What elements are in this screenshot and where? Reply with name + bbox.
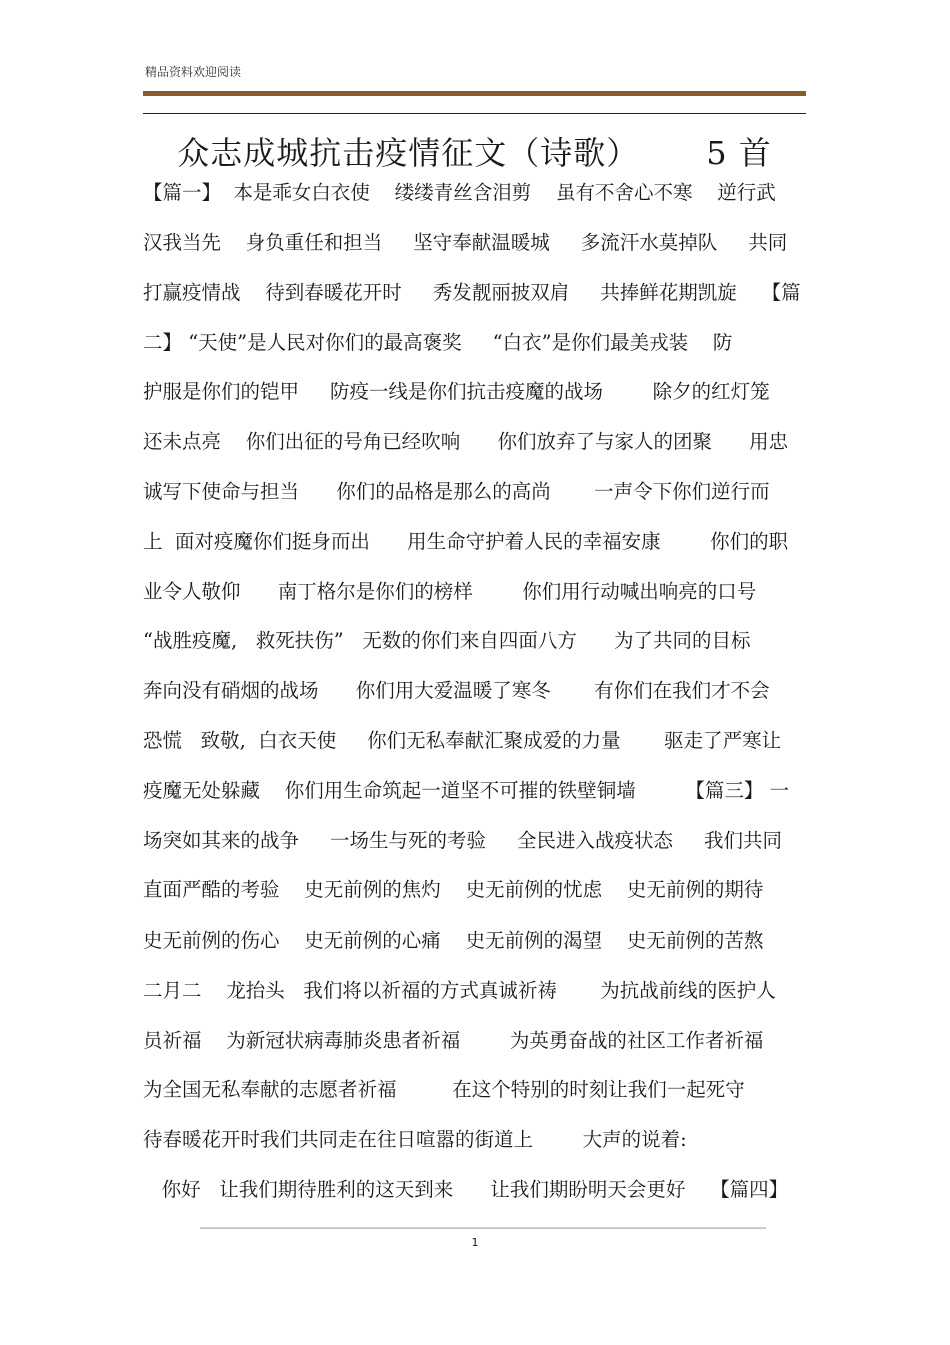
document-title: 众志成城抗击疫情征文（诗歌） 5 首	[177, 134, 772, 172]
body-line: 你好 让我们期待胜利的这天到来 让我们期盼明天会更好 【篇四】	[143, 1178, 789, 1201]
body-line: 【篇一】 本是乖女白衣使 缕缕青丝含泪剪 虽有不舍心不寒 逆行武	[143, 181, 776, 204]
page-number: 1	[471, 1236, 479, 1249]
body-line: “战胜疫魔, 救死扶伤” 无数的你们来自四面八方 为了共同的目标	[143, 629, 751, 652]
footer-rule	[200, 1227, 766, 1229]
body-line: 奔向没有硝烟的战场 你们用大爱温暖了寒冬 有你们在我们才不会	[143, 679, 770, 702]
body-line: 二】 “天使”是人民对你们的最高褒奖 “白衣”是你们最美戎装 防	[143, 331, 733, 354]
header-label: 精品资料欢迎阅读	[145, 65, 242, 79]
header-rule-thin	[143, 113, 806, 114]
body-line: 场突如其来的战争 一场生与死的考验 全民进入战疫状态 我们共同	[143, 829, 782, 852]
body-line: 二月二 龙抬头 我们将以祈福的方式真诚祈祷 为抗战前线的医护人	[143, 979, 776, 1002]
body-line: 为全国无私奉献的志愿者祈福 在这个特别的时刻让我们一起死守	[143, 1078, 745, 1101]
body-line: 还未点亮 你们出征的号角已经吹响 你们放弃了与家人的团聚 用忠	[143, 430, 789, 453]
body-line: 员祈福 为新冠状病毒肺炎患者祈福 为英勇奋战的社区工作者祈福	[143, 1029, 764, 1052]
body-line: 诚写下使命与担当 你们的品格是那么的高尚 一声令下你们逆行而	[143, 480, 770, 503]
body-line: 待春暖花开时我们共同走在往日喧嚣的街道上 大声的说着:	[143, 1128, 687, 1151]
body-line: 史无前例的伤心 史无前例的心痛 史无前例的渴望 史无前例的苦熬	[143, 929, 764, 952]
body-line: 上 面对疫魔你们挺身而出 用生命守护着人民的幸福安康 你们的职	[143, 530, 789, 553]
body-line: 疫魔无处躲藏 你们用生命筑起一道坚不可摧的铁壁铜墙 【篇三】 一	[143, 779, 790, 802]
body-line: 恐慌 致敬, 白衣天使 你们无私奉献汇聚成爱的力量 驱走了严寒让	[143, 729, 782, 752]
body-line: 业令人敬仰 南丁格尔是你们的榜样 你们用行动喊出响亮的口号	[143, 580, 757, 603]
body-line: 直面严酷的考验 史无前例的焦灼 史无前例的忧虑 史无前例的期待	[143, 878, 764, 901]
header-rule-thick	[143, 91, 806, 96]
body-line: 护服是你们的铠甲 防疫一线是你们抗击疫魔的战场 除夕的红灯笼	[143, 380, 770, 403]
body-line: 打赢疫情战 待到春暖花开时 秀发靓丽披双肩 共捧鲜花期凯旋 【篇	[143, 281, 801, 304]
body-line: 汉我当先 身负重任和担当 坚守奉献温暖城 多流汗水莫掉队 共同	[143, 231, 788, 254]
